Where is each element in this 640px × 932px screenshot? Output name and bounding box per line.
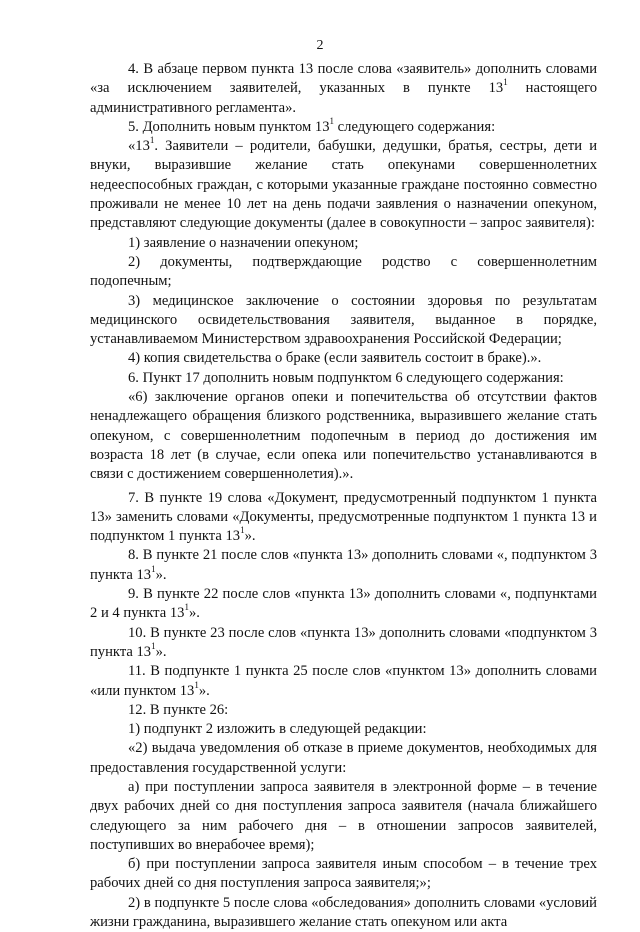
paragraph: 11. В подпункте 1 пункта 25 после слов «пунктом 13» дополнить словами «или пунктом $13^1$». (90, 663, 597, 699)
paragraph: 9. В пункте 22 после слов «пункта 13» дополнить словами «, подпунктами 2 и 4 пункта $13^1$». (90, 586, 597, 622)
paragraph: 2) документы, подтверждающие родство с совершеннолетним подопечным; (90, 253, 597, 290)
paragraph: 1) заявление о назначении опекуном; (128, 234, 359, 251)
paragraph: 4) копия свидетельства о браке (если заявитель состоит в браке).». (128, 350, 542, 367)
paragraph: 8. В пункте 21 после слов «пункта 13» дополнить словами «, подпунктом 3 пункта $13^1$». (90, 547, 597, 583)
paragraph: 5. Дополнить новым пунктом $13^1$ следующего содержания: (128, 116, 496, 135)
paragraph: 1) подпункт 2 изложить в следующей редакции: (128, 721, 427, 738)
paragraph: «$13^1$. Заявители – родители, бабушки, дедушки, братья, сестры, дети и внуки, выразившие желание стать опекунами совершеннолетних недееспособных граждан, с которыми указанные граждане постоянно совместно проживали не менее 10 лет на день подачи заявления о назначении опекуном, представляют следующие документы (далее в совокупности – запрос заявителя): (90, 135, 597, 232)
paragraph: 12. В пункте 26: (128, 701, 229, 718)
paragraph: 6. Пункт 17 дополнить новым подпунктом 6 следующего содержания: (128, 369, 564, 386)
paragraph: 4. В абзаце первом пункта 13 после слова «заявитель» дополнить словами «за исключением заявителей, указанных в пункте $13^1$ настоящего административного регламента». (90, 61, 598, 116)
paragraph: 3) медицинское заключение о состоянии здоровья по результатам медицинского освидетельствования заявителя, выданное в порядке, устанавливаемом Министерством здравоохранения Российской Федерации; (90, 292, 597, 348)
paragraph: 7. В пункте 19 слова «Документ, предусмотренный подпунктом 1 пункта 13» заменить словами «Документы, предусмотренные подпунктом 1 пункта 13 и подпунктом 1 пункта $13^1$». (90, 489, 597, 545)
paragraph: 2) в подпункте 5 после слова «обследования» дополнить словами «условий жизни гражданина, выразившего желание стать опекуном или акта (90, 894, 597, 931)
page-number: 2 (316, 38, 324, 53)
paragraph: б) при поступлении запроса заявителя иным способом – в течение трех рабочих дней со дня поступления запроса заявителя;»; (90, 856, 597, 892)
paragraph: 10. В пункте 23 после слов «пункта 13» дополнить словами «подпунктом 3 пункта $13^1$». (90, 624, 597, 660)
paragraph: а) при поступлении запроса заявителя в электронной форме – в течение двух рабочих дней со дня поступления запроса заявителя (начала ближайшего следующего за ним рабочего дня – в отношении запросов заявителей, поступивших во внерабочее время); (90, 778, 597, 853)
paragraph: «2) выдача уведомления об отказе в приеме документов, необходимых для предоставления государственной услуги: (90, 740, 597, 776)
paragraph: «6) заключение органов опеки и попечительства об отсутствии фактов ненадлежащего обращения близкого родственника, выразившего желание стать опекуном, с совершеннолетним подопечным в период до достижения им возраста 18 лет (в случае, если опека или попечительство устанавливаются в связи с достижением совершеннолетия).». (90, 389, 597, 483)
document-body (90, 60, 597, 932)
